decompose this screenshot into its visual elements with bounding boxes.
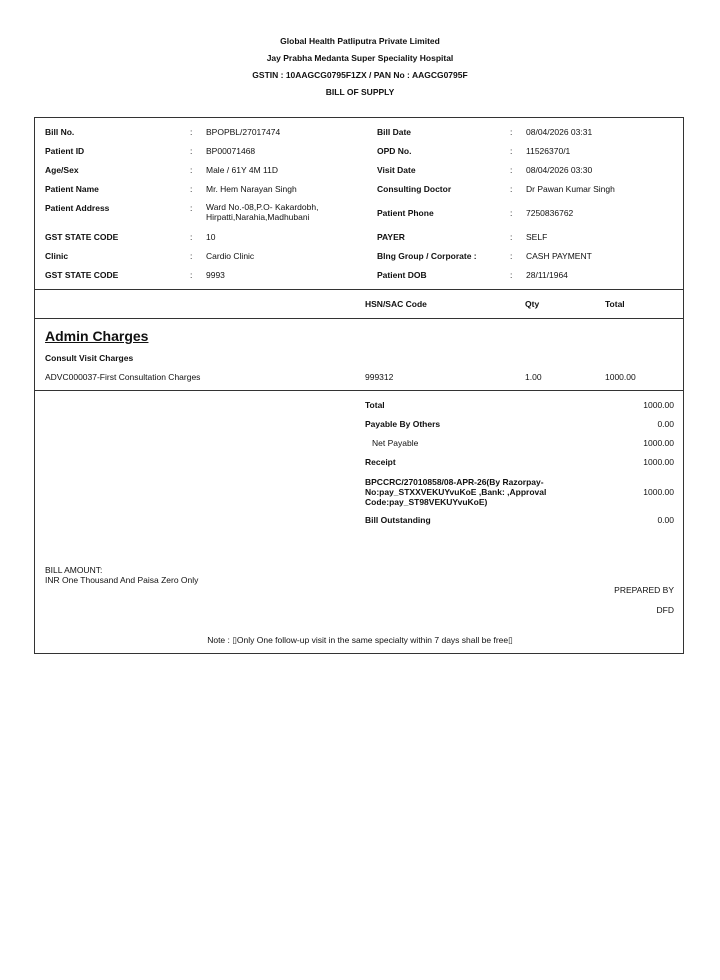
company-name: Global Health Patliputra Private Limited [280, 36, 440, 46]
prepared-by-label: PREPARED BY [614, 585, 674, 595]
detail-colon: : [190, 184, 193, 194]
detail-colon: : [190, 203, 193, 213]
total-column-header: Total [605, 299, 625, 309]
gst-pan-line: GSTIN : 10AAGCG0795F1ZX / PAN No : AAGCG0795F [252, 70, 468, 80]
detail-colon: : [510, 251, 513, 261]
detail-label: GST STATE CODE [45, 270, 119, 280]
detail-value: Dr Pawan Kumar Singh [526, 184, 615, 194]
detail-label: Patient Address [45, 203, 110, 213]
bill-summary-box [34, 390, 684, 654]
summary-label: BPCCRC/27010858/08-APR-26(By Razorpay-No:pay_STXXVEKUYvuKoE ,Bank: ,Approval Code:pay_ST98VEKUYvuKoE) [365, 477, 547, 507]
detail-label: Bill Date [377, 127, 412, 137]
detail-colon: : [510, 270, 513, 280]
detail-label: Visit Date [377, 165, 416, 175]
detail-colon: : [190, 251, 193, 261]
detail-colon: : [510, 127, 513, 137]
detail-value: BP00071468 [206, 146, 256, 156]
detail-label: Consulting Doctor [377, 184, 452, 194]
detail-value: BPOPBL/27017474 [206, 127, 281, 137]
detail-colon: : [510, 208, 513, 218]
prepared-by-name: DFD [656, 605, 674, 615]
detail-value: Mr. Hem Narayan Singh [206, 184, 297, 194]
document-title: BILL OF SUPPLY [325, 87, 395, 97]
footer-note: Note : ▯Only One follow-up visit in the same specialty within 7 days shall be free▯ [207, 635, 513, 645]
detail-colon: : [510, 232, 513, 242]
detail-label: PAYER [377, 232, 405, 242]
detail-label: Patient Phone [377, 208, 434, 218]
detail-label: Patient DOB [377, 270, 427, 280]
qty-column-header: Qty [525, 299, 540, 309]
detail-value: CASH PAYMENT [526, 251, 592, 261]
bill-amount-label: BILL AMOUNT: [45, 565, 103, 575]
patient-details-box [34, 117, 684, 290]
detail-label: Clinic [45, 251, 69, 261]
charge-description: ADVC000037-First Consultation Charges [45, 372, 201, 382]
summary-label: Payable By Others [365, 419, 441, 429]
summary-value: 1000.00 [643, 438, 674, 448]
summary-label: Net Payable [372, 438, 419, 448]
summary-value: 0.00 [657, 419, 674, 429]
detail-value: Cardio Clinic [206, 251, 255, 261]
detail-colon: : [510, 146, 513, 156]
charge-qty: 1.00 [525, 372, 542, 382]
detail-value: 08/04/2026 03:30 [526, 165, 593, 175]
summary-value: 1000.00 [643, 400, 674, 410]
detail-label: Blng Group / Corporate : [377, 251, 477, 261]
section-title: Admin Charges [45, 328, 149, 344]
summary-label: Total [365, 400, 385, 410]
hsn-column-header: HSN/SAC Code [365, 299, 427, 309]
charge-total: 1000.00 [605, 372, 636, 382]
summary-value: 1000.00 [643, 487, 674, 497]
detail-colon: : [510, 184, 513, 194]
summary-value: 1000.00 [643, 457, 674, 467]
detail-value: 10 [206, 232, 216, 242]
detail-value: 08/04/2026 03:31 [526, 127, 593, 137]
charges-section [34, 318, 684, 391]
detail-value: Ward No.-08,P.O- Kakardobh, Hirpatti,Narahia,Madhubani [206, 202, 319, 222]
bill-amount-words: INR One Thousand And Paisa Zero Only [45, 575, 199, 585]
detail-value: 11526370/1 [526, 146, 571, 156]
detail-colon: : [190, 165, 193, 175]
hospital-name: Jay Prabha Medanta Super Speciality Hospital [266, 53, 454, 63]
detail-colon: : [190, 232, 193, 242]
detail-label: Age/Sex [45, 165, 79, 175]
detail-value: 7250836762 [526, 208, 574, 218]
detail-value: 9993 [206, 270, 225, 280]
detail-label: Patient Name [45, 184, 99, 194]
detail-label: Patient ID [45, 146, 85, 156]
summary-label: Bill Outstanding [365, 515, 431, 525]
detail-colon: : [190, 127, 193, 137]
summary-value: 0.00 [657, 515, 674, 525]
detail-value: Male / 61Y 4M 11D [206, 165, 278, 175]
charges-table-header [34, 289, 684, 319]
group-title: Consult Visit Charges [45, 353, 134, 363]
detail-colon: : [190, 146, 193, 156]
charge-hsn: 999312 [365, 372, 394, 382]
detail-value: SELF [526, 232, 548, 242]
detail-label: OPD No. [377, 146, 412, 156]
detail-label: GST STATE CODE [45, 232, 119, 242]
detail-label: Bill No. [45, 127, 75, 137]
detail-value: 28/11/1964 [526, 270, 568, 280]
summary-label: Receipt [365, 457, 396, 467]
detail-colon: : [510, 165, 513, 175]
detail-colon: : [190, 270, 193, 280]
